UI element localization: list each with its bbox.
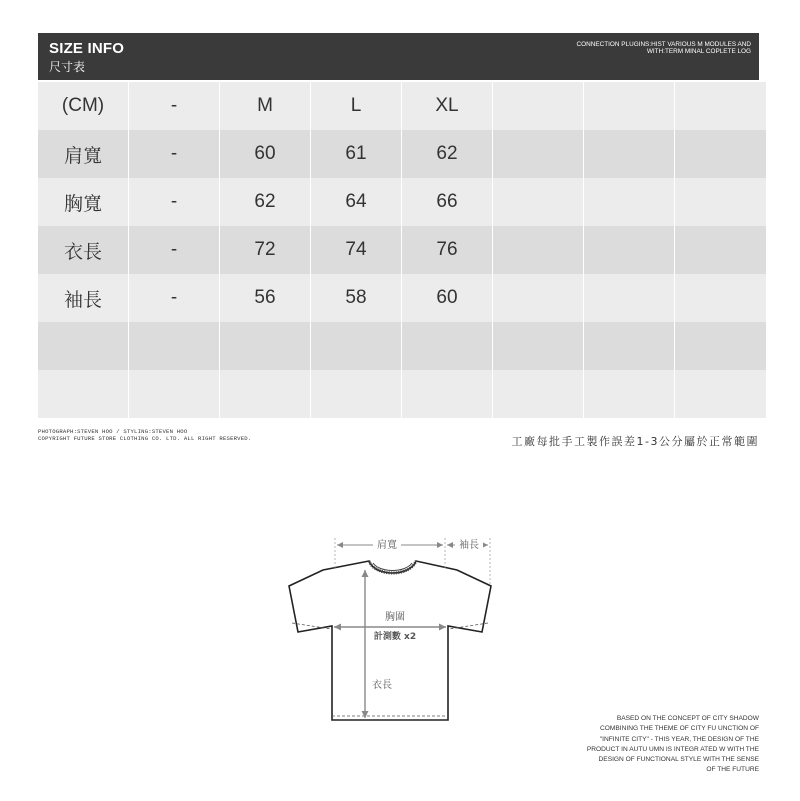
table-cell-r4-c5 [493,274,583,322]
table-cell-r6-c7 [675,370,766,418]
header-note-line-2: WITH:TERM MINAL COPLETE LOG [646,48,751,55]
table-cell-r2-c6 [584,178,674,226]
credits-line-2: COPYRIGHT FUTURE STORE CLOTHING CO. LTD. ALL RIGHT RESERVED. [38,434,252,442]
table-cell-r4-c3: 58 [311,274,401,322]
header-subtitle: 尺寸表 [49,60,86,74]
table-cell-r0-c3: L [311,82,401,130]
footnote-line-6: OF THE FUTURE [706,766,759,774]
table-cell-r6-c4 [402,370,492,418]
header-note-line-1: CONNECTION PLUGINS:HIST VARIOUS M MODULES AND [576,41,751,48]
table-cell-r3-c0: 衣長 [38,226,128,274]
measurement-disclaimer: 工廠每批手工製作誤差1-3公分屬於正常範圍 [511,435,759,448]
size-table [38,82,759,418]
length-arrow-head-bottom [362,711,369,718]
header-note [491,41,751,55]
table-cell-r0-c1: - [129,82,219,130]
footnote-line-1: BASED ON THE CONCEPT OF CITY SHADOW [616,715,759,722]
table-cell-r5-c7 [675,322,766,370]
table-cell-r5-c0 [38,322,128,370]
table-cell-r2-c5 [493,178,583,226]
table-cell-r5-c5 [493,322,583,370]
footnote-line-3: "INFINITE CITY" - THIS YEAR, THE DESIGN OF THE [599,735,759,743]
table-cell-r6-c0 [38,370,128,418]
table-cell-r2-c0: 胸寬 [38,178,128,226]
table-cell-r4-c4: 60 [402,274,492,322]
concept-footnote [529,714,759,776]
tshirt-collar-inner [373,563,412,571]
table-cell-r5-c2 [220,322,310,370]
table-cell-r3-c1: - [129,226,219,274]
shoulder-label: 肩寬 [377,540,397,551]
table-cell-r4-c2: 56 [220,274,310,322]
table-cell-r0-c0: (CM) [38,82,128,130]
table-cell-r3-c3: 74 [311,226,401,274]
shoulder-arrow-head-right [437,542,443,548]
table-cell-r0-c7 [675,82,766,130]
table-cell-r2-c7 [675,178,766,226]
table-cell-r4-c6 [584,274,674,322]
table-cell-r2-c3: 64 [311,178,401,226]
table-cell-r2-c1: - [129,178,219,226]
table-cell-r0-c2: M [220,82,310,130]
table-cell-r1-c6 [584,130,674,178]
sleeve-arrow-head-left [447,542,453,548]
table-cell-r5-c6 [584,322,674,370]
table-cell-r3-c5 [493,226,583,274]
length-label: 衣長 [372,680,392,691]
table-cell-r6-c3 [311,370,401,418]
table-cell-r1-c3: 61 [311,130,401,178]
tshirt-measurement-diagram [285,530,500,730]
table-cell-r5-c3 [311,322,401,370]
credits-line-1: PHOTOGRAPH:STEVEN HOO / STYLING:STEVEN HOO [38,428,188,435]
footnote-line-5: DESIGN OF FUNCTIONAL STYLE WITH THE SENSE [598,756,759,764]
table-cell-r6-c6 [584,370,674,418]
table-cell-r2-c2: 62 [220,178,310,226]
chest-label: 胸圍 [385,612,405,623]
table-cell-r6-c5 [493,370,583,418]
table-cell-r6-c2 [220,370,310,418]
table-cell-r0-c5 [493,82,583,130]
size-info-header [38,33,759,80]
header-title: SIZE INFO [49,40,125,57]
table-cell-r1-c1: - [129,130,219,178]
table-cell-r3-c7 [675,226,766,274]
table-cell-r5-c4 [402,322,492,370]
table-cell-r5-c1 [129,322,219,370]
table-cell-r0-c6 [584,82,674,130]
table-cell-r1-c2: 60 [220,130,310,178]
chest-note: 計測數 x2 [373,632,417,642]
table-cell-r4-c1: - [129,274,219,322]
table-cell-r6-c1 [129,370,219,418]
table-cell-r4-c7 [675,274,766,322]
table-cell-r0-c4: XL [402,82,492,130]
photo-credits [38,429,251,442]
tshirt-collar [369,561,416,573]
sleeve-label: 袖長 [459,540,479,551]
table-cell-r4-c0: 袖長 [38,274,128,322]
table-cell-r3-c2: 72 [220,226,310,274]
footnote-line-4: PRODUCT IN AUTU UMN IS INTEGR ATED W WITH THE [586,745,759,753]
table-cell-r3-c6 [584,226,674,274]
chest-arrow-head-right [439,624,446,631]
shoulder-arrow-head-left [337,542,343,548]
table-cell-r1-c5 [493,130,583,178]
table-cell-r3-c4: 76 [402,226,492,274]
table-cell-r2-c4: 66 [402,178,492,226]
length-arrow-head-top [362,570,369,577]
table-cell-r1-c4: 62 [402,130,492,178]
table-cell-r1-c0: 肩寬 [38,130,128,178]
table-cell-r1-c7 [675,130,766,178]
footnote-line-2: COMBINING THE THEME OF CITY FU UNCTION OF [600,725,759,733]
chest-arrow-head-left [334,624,341,631]
